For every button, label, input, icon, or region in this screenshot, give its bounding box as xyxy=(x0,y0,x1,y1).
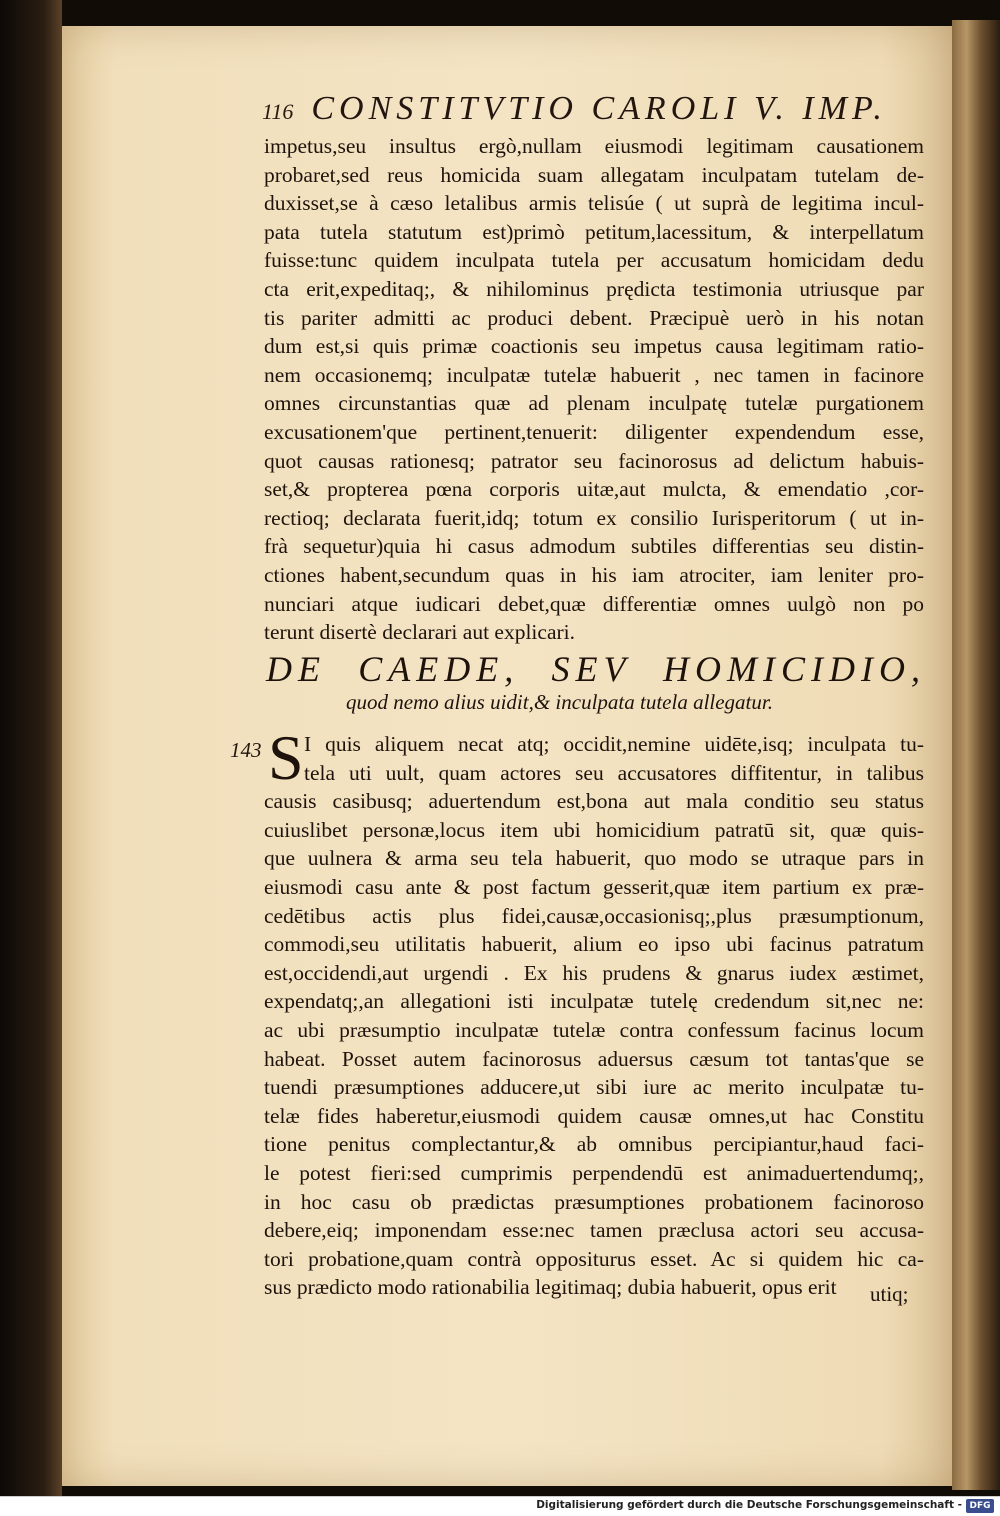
text-line: ctiones habent,secundum quas in his iam atrociter, iam leniter pro- xyxy=(264,562,924,587)
text-line: est,occidendi,aut urgendi . Ex his prudens & gnarus iudex æstimet, xyxy=(264,960,924,985)
text-line: telæ fides haberetur,eiusmodi quidem causæ omnes,ut hac Constitu xyxy=(264,1103,924,1128)
page-edge-stack xyxy=(952,20,1000,1490)
drop-cap-initial: S xyxy=(268,722,304,793)
text-line: commodi,seu utilitatis habuerit, alium eo ipso ubi facinus patratum xyxy=(264,932,924,957)
text-line: ac ubi præsumptio inculpatæ tutelæ contra confessum facinus locum xyxy=(264,1017,924,1042)
text-line: sus prædicto modo rationabilia legitimaq; dubia habuerit, opus erit xyxy=(264,1275,837,1300)
text-line: expendatq;,an allegationi isti inculpatæ tutelę credendum sit,nec ne: xyxy=(264,989,924,1014)
text-line: eiusmodi casu ante & post factum gesserit,quæ item partium ex præ- xyxy=(264,874,924,899)
marginal-article-number: 143 xyxy=(230,738,262,762)
text-line: tione penitus complectantur,& ab omnibus percipiantur,haud faci- xyxy=(264,1132,924,1157)
text-line: tuendi præsumptiones adducere,ut sibi iure ac merito inculpatæ tu- xyxy=(264,1075,924,1100)
text-line: debere,eiq; imponendam esse:nec tamen præclusa actori seu accusa- xyxy=(264,1218,924,1243)
text-line: causis casibusq; aduertendum est,bona aut mala conditio seu status xyxy=(264,789,924,814)
text-line: duxisset,se à cæso letalibus armis telisúe ( ut suprà de legitima incul- xyxy=(264,191,924,216)
text-line: in hoc casu ob prædictas præsumptiones probationem facinoroso xyxy=(264,1189,924,1214)
dfg-logo: DFG xyxy=(966,1499,994,1513)
text-line: impetus,seu insultus ergò,nullam eiusmodi legitimam causationem xyxy=(264,134,924,158)
text-line: tori probatione,quam contrà oppositurus esset. Ac si quidem hic ca- xyxy=(264,1246,924,1271)
text-line: set,& propterea pœna corporis uitæ,aut mulcta, & emendatio ,cor- xyxy=(264,477,924,502)
text-line: I quis aliquem necat atq; occidit,nemine uidēte,isq; inculpata tu- xyxy=(304,732,924,756)
text-line: frà sequetur)quia hi casus admodum subtiles differentias seu distin- xyxy=(264,534,924,559)
text-line: quot causas rationesq; patrator seu facinorosus ad delictum habuis- xyxy=(264,448,924,473)
text-line: tis pariter admitti ac produci debent. Præcipuè uerò in his notan xyxy=(264,305,924,330)
text-line: habeat. Posset autem facinorosus aduersus cæsum tot tantas'que se xyxy=(264,1046,924,1071)
text-line: le potest fieri:sed cumprimis perpendendū est animaduertendumq;, xyxy=(264,1160,924,1185)
body-text-top xyxy=(264,132,924,647)
text-line: rectioq; declarata fuerit,idq; totum ex consilio Iurisperitorum ( ut in- xyxy=(264,505,924,530)
folio-number: 116 xyxy=(262,99,294,124)
running-head-title: CONSTITVTIO CAROLI V. IMP. xyxy=(311,90,887,127)
text-line: fuisse:tunc quidem inculpata tutela per accusatum homicidam dedu xyxy=(264,248,924,273)
section-subheading: quod nemo alius uidit,& inculpata tutela allegatur. xyxy=(346,690,773,714)
text-line: probaret,sed reus homicida suam allegatam inculpatam tutelam de- xyxy=(264,162,924,187)
running-head xyxy=(262,90,902,130)
text-line: tela uti uult, quam actores seu accusatores diffitentur, in talibus xyxy=(304,760,924,785)
text-line: cedētibus actis plus fidei,causæ,occasionisq;,plus præsumptionum, xyxy=(264,903,924,928)
text-line: pata tutela statutum est)primò petitum,lacessitum, & interpellatum xyxy=(264,219,924,244)
footer-bar xyxy=(0,1496,1000,1516)
text-line: nem occasionemq; inculpatæ tutelæ habuerit , nec tamen in facinore xyxy=(264,362,924,387)
text-line: cuiuslibet personæ,locus item ubi homicidium patratū sit, quæ quis- xyxy=(264,817,924,842)
text-line: dum est,si quis primæ coactionis seu impetus causa legitimam ratio- xyxy=(264,334,924,359)
footer-credit: Digitalisierung gefördert durch die Deutsche Forschungsgemeinschaft - xyxy=(536,1499,962,1511)
text-line: que uulnera & arma seu tela habuerit, quo modo se utraque pars in xyxy=(264,846,924,871)
catchword: utiq; xyxy=(870,1282,909,1306)
text-line: omnes circunstantias quæ ad plenam inculpatę tutelæ purgationem xyxy=(264,391,924,416)
binding-shadow xyxy=(0,0,62,1496)
section-heading: DE CAEDE, SEV HOMICIDIO, xyxy=(266,649,926,689)
text-line: cta erit,expeditaq;, & nihilominus prędicta testimonia utriusque par xyxy=(264,276,924,301)
text-line: terunt disertè declarari aut explicari. xyxy=(264,620,575,645)
text-line: nunciari atque iudicari debet,quæ differentiæ omnes uulgò non po xyxy=(264,591,924,616)
body-text-bottom xyxy=(264,730,924,1302)
text-line: excusationem'que pertinent,tenuerit: diligenter expendendum esse, xyxy=(264,419,924,444)
